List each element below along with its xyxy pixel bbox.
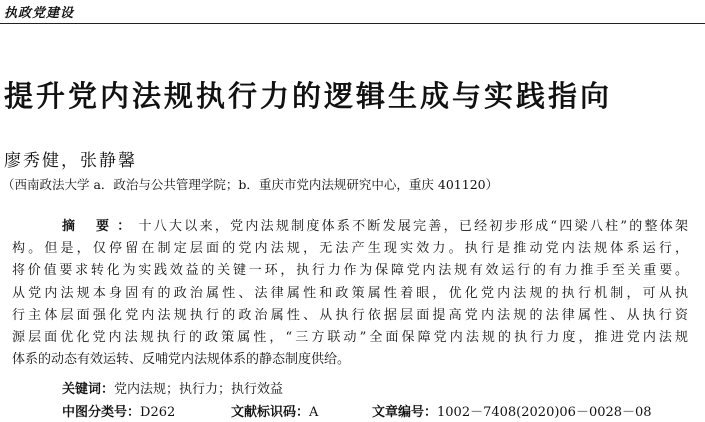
abstract-line: 源层面优化党内法规执行的政策属性，“三方联动”全面保障党内法规的执行力度，推进党内法规 [12, 330, 688, 346]
article-authors: 廖秀健，张静馨 [4, 151, 137, 171]
abstract-line: 摘 要：十八大以来，党内法规制度体系不断发展完善，已经初步形成“四梁八柱”的整体架 [62, 219, 688, 234]
keywords-value: 党内法规；执行力；执行效益 [114, 382, 284, 397]
author-affiliation: （西南政法大学 a．政治与公共管理学院；b．重庆市党内法规研究中心，重庆 401120） [2, 177, 499, 192]
keywords [62, 378, 283, 397]
article-title: 提升党内法规执行力的逻辑生成与实践指向 [4, 79, 613, 113]
keywords-label: 关键词： [62, 382, 115, 397]
journal-section-header: 执政党建设 [4, 6, 75, 21]
abstract-line: 行主体层面强化党内法规执行的政治属性、从执行依据层面提高党内法规的法律属性、从执行资 [12, 307, 688, 323]
abstract [12, 216, 688, 371]
abstract-line: 体系的动态有效运转、反哺党内法规体系的静态制度供给。 [12, 352, 351, 368]
header-rule [0, 23, 705, 24]
clc-number: 中图分类号：D262 [62, 405, 176, 420]
abstract-line: 将价值要求转化为实践效益的关键一环，执行力作为保障党内法规有效运行的有力推手至关重要。 [12, 263, 688, 279]
document-code: 文献标识码：A [231, 405, 319, 420]
abstract-label: 摘 要： [62, 219, 139, 234]
abstract-line: 构。但是，仅停留在制定层面的党内法规，无法产生现实效力。执行是推动党内法规体系运行， [12, 241, 688, 257]
abstract-line: 从党内法规本身固有的政治属性、法律属性和政策属性着眼，优化党内法规的执行机制，可从执 [12, 285, 688, 301]
article-number: 文章编号：1002－7408(2020)06－0028－08 [372, 405, 652, 420]
